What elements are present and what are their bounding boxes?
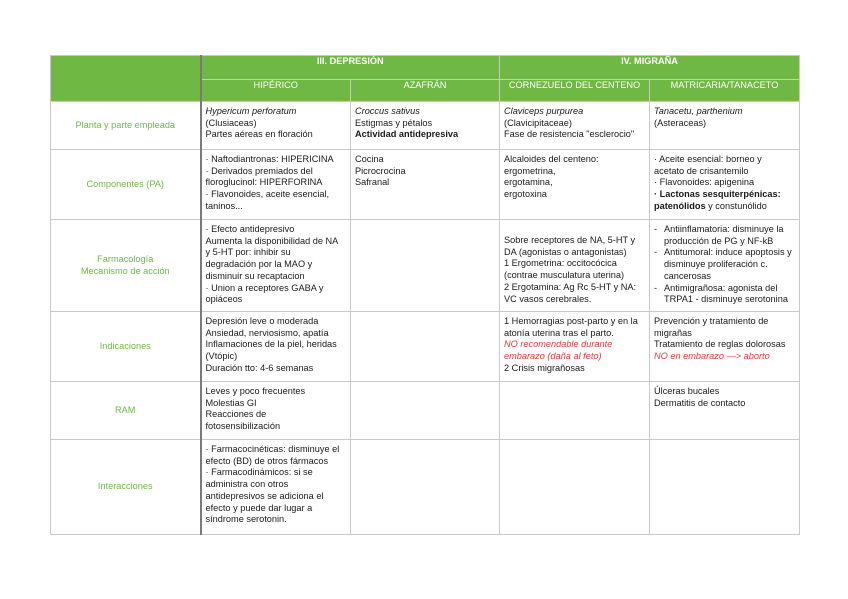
text-line: 1 Ergometrina: occitocócica: [504, 258, 617, 269]
dash-item: - Antitumoral: induce apoptosis y disminuye proliferación c. cancerosas: [654, 247, 796, 282]
text-line: floroglucinol: HIPERFORINA: [205, 177, 323, 188]
row-label-planta: Planta y parte empleada: [51, 102, 201, 150]
text-line: migrañas: [654, 327, 692, 338]
column-header-matricaria: MATRICARIA/TANACETO: [650, 80, 800, 102]
cell-ram-azafran: [351, 382, 500, 440]
species-name: Tanacetu, parthenium: [654, 106, 743, 116]
text-line: · Union a receptores GABA y: [205, 282, 324, 293]
text-line: Alcaloides del centeno:: [504, 154, 599, 164]
row-planta: [51, 102, 800, 150]
text-line: Prevención y tratamiento de: [654, 316, 769, 326]
text-line: · Flavonoides, aceite esencial,: [205, 189, 330, 200]
header-corner: [51, 56, 201, 102]
plant-part: Partes aéreas en floración: [205, 129, 313, 140]
cell-indicaciones-matricaria: [650, 312, 800, 382]
text-line: Inflamaciones de la piel, heridas: [205, 339, 337, 350]
text-line: Cocina: [355, 154, 384, 164]
column-header-hiperico: HIPÉRICO: [201, 80, 351, 102]
text-line: síndrome serotonin.: [205, 514, 287, 525]
warning-text: embarazo (daña al feto): [504, 351, 602, 362]
cell-planta-matricaria: [650, 102, 800, 150]
text-line: 2 Ergotamina: Ag Rc 5-HT y NA:: [504, 281, 637, 292]
text-fragment: y constunólido: [705, 200, 767, 211]
row-label-line: Farmacología: [97, 253, 154, 264]
cell-ram-cornezuelo: [500, 382, 650, 440]
text-line: Úlceras bucales: [654, 386, 720, 396]
text-line: disminuir su recaptacion: [205, 270, 305, 281]
row-label-ram: RAM: [51, 382, 201, 440]
warning-text: NO en embarazo —> aborto: [654, 351, 770, 362]
cell-indicaciones-azafran: [351, 312, 500, 382]
text-line: · Derivados premiados del: [205, 165, 313, 176]
family-name: (Asteraceas): [654, 117, 707, 128]
section-title-migrana: IV. MIGRAÑA: [500, 56, 800, 80]
text-line: 1 Hemorragias post-parto y en la: [504, 316, 638, 326]
text-line: acetato de crisantemilo: [654, 165, 749, 176]
text-line: ergotoxina: [504, 189, 547, 200]
text-line: (Vtópic): [205, 351, 238, 362]
row-label-indicaciones: Indicaciones: [51, 312, 201, 382]
section-header-row: [51, 56, 800, 80]
cell-interacciones-azafran: [351, 440, 500, 535]
cell-componentes-azafran: [351, 150, 500, 220]
species-name: Claviceps purpurea: [504, 106, 584, 116]
dash-item: - Antimigrañosa: agonista del TRPA1 - disminuye serotonina: [654, 283, 796, 306]
cell-componentes-hiperico: [201, 150, 351, 220]
text-line: y 5-HT por: inhibir su: [205, 247, 291, 258]
text-line: Duración tto: 4-6 semanas: [205, 362, 314, 373]
family-name: (Clavicipitaceae): [504, 117, 572, 128]
text-line: efecto y puede dar lugar a: [205, 502, 313, 513]
plant-part: Estigmas y pétalos: [355, 117, 433, 128]
text-line: Dermatitis de contacto: [654, 397, 746, 408]
row-label-line: Mecanismo de acción: [80, 265, 170, 276]
row-label-interacciones: Interacciones: [51, 440, 201, 535]
text-line: Leves y poco frecuentes: [205, 386, 306, 396]
text-line: antidepresivos se adiciona el: [205, 490, 324, 501]
text-line: Tratamiento de reglas dolorosas: [654, 339, 786, 350]
text-line: · Efecto antidepresivo: [205, 224, 295, 234]
cell-planta-hiperico: [201, 102, 351, 150]
cell-interacciones-matricaria: [650, 440, 800, 535]
dash-item-text: Antitumoral: induce apoptosis y disminuye proliferación c. cancerosas: [664, 247, 792, 281]
dash-item: - Antiinflamatoria: disminuye la producción de PG y NF-kB: [654, 224, 796, 247]
cell-ram-matricaria: [650, 382, 800, 440]
cell-farmacologia-cornezuelo: [500, 220, 650, 312]
species-name: Hypericum perforatum: [205, 106, 297, 116]
text-line: · Naftodiantronas: HIPERICINA: [205, 154, 334, 164]
text-line: ergotamina,: [504, 177, 553, 188]
text-line: DA (agonistas o antagonistas): [504, 246, 627, 257]
text-line: Molestias GI: [205, 397, 257, 408]
text-line: Aumenta la disponibilidad de NA: [205, 235, 339, 246]
text-line: ergometrina,: [504, 165, 556, 176]
text-line: Picrocrocina: [355, 165, 406, 176]
cell-farmacologia-matricaria: [650, 220, 800, 312]
text-line: · Flavonoides: apigenina: [654, 177, 755, 188]
row-componentes: [51, 150, 800, 220]
row-indicaciones: [51, 312, 800, 382]
column-header-cornezuelo: CORNEZUELO DEL CENTENO: [500, 80, 650, 102]
cell-componentes-matricaria: [650, 150, 800, 220]
warning-text: NO recomendable durante: [504, 339, 613, 350]
text-line: administra con otros: [205, 479, 289, 490]
text-line: efecto (BD) de otros fármacos: [205, 455, 329, 466]
column-header-azafran: AZAFRÁN: [351, 80, 500, 102]
text-line: Depresión leve o moderada: [205, 316, 319, 326]
activity-note: Actividad antidepresiva: [355, 129, 459, 140]
dash-item-text: Antimigrañosa: agonista del TRPA1 - disminuye serotonina: [664, 282, 788, 305]
row-label-farmacologia: [51, 220, 201, 312]
row-ram: [51, 382, 800, 440]
text-line: · Farmacocinéticas: disminuye el: [205, 444, 340, 454]
cell-componentes-cornezuelo: [500, 150, 650, 220]
text-line: VC vasos cerebrales.: [504, 293, 592, 304]
species-name: Croccus sativus: [355, 106, 420, 116]
cell-indicaciones-hiperico: [201, 312, 351, 382]
bold-term: patenólidos: [654, 200, 706, 211]
text-line: (contrae musculatura uterina): [504, 270, 625, 281]
text-line: degradación por la MAO y: [205, 259, 313, 270]
cell-interacciones-cornezuelo: [500, 440, 650, 535]
text-line: 2 Crisis migrañosas: [504, 362, 585, 373]
cell-farmacologia-azafran: [351, 220, 500, 312]
cell-planta-cornezuelo: [500, 102, 650, 150]
text-line: Ansiedad, nerviosismo, apatía: [205, 327, 329, 338]
cell-interacciones-hiperico: [201, 440, 351, 535]
text-line: · Farmacodinámicos: si se: [205, 467, 313, 478]
plant-part: Fase de resistencia "esclerocio": [504, 129, 635, 140]
row-label-componentes: Componentes (PA): [51, 150, 201, 220]
text-line: fotosensibilización: [205, 421, 281, 432]
cell-indicaciones-cornezuelo: [500, 312, 650, 382]
cell-farmacologia-hiperico: [201, 220, 351, 312]
cell-ram-hiperico: [201, 382, 351, 440]
text-line: · Aceite esencial: borneo y: [654, 154, 762, 164]
family-name: (Clusiaceas): [205, 117, 257, 128]
text-line: · Lactonas sesquiterpénicas:: [654, 189, 781, 200]
cell-planta-azafran: [351, 102, 500, 150]
row-interacciones: [51, 440, 800, 535]
text-line: Reacciones de: [205, 409, 267, 420]
dash-item-text: Antiinflamatoria: disminuye la producción de PG y NF-kB: [664, 224, 784, 246]
text-line: taninos...: [205, 200, 243, 211]
text-line: Sobre receptores de NA, 5-HT y: [504, 235, 636, 245]
text-line: opiáceos: [205, 294, 243, 305]
row-farmacologia: [51, 220, 800, 312]
section-title-depresion: III. DEPRESIÓN: [201, 56, 500, 80]
text-line: Safranal: [355, 177, 390, 188]
text-line: atonía uterina tras el parto.: [504, 327, 614, 338]
comparison-table: [50, 55, 800, 535]
